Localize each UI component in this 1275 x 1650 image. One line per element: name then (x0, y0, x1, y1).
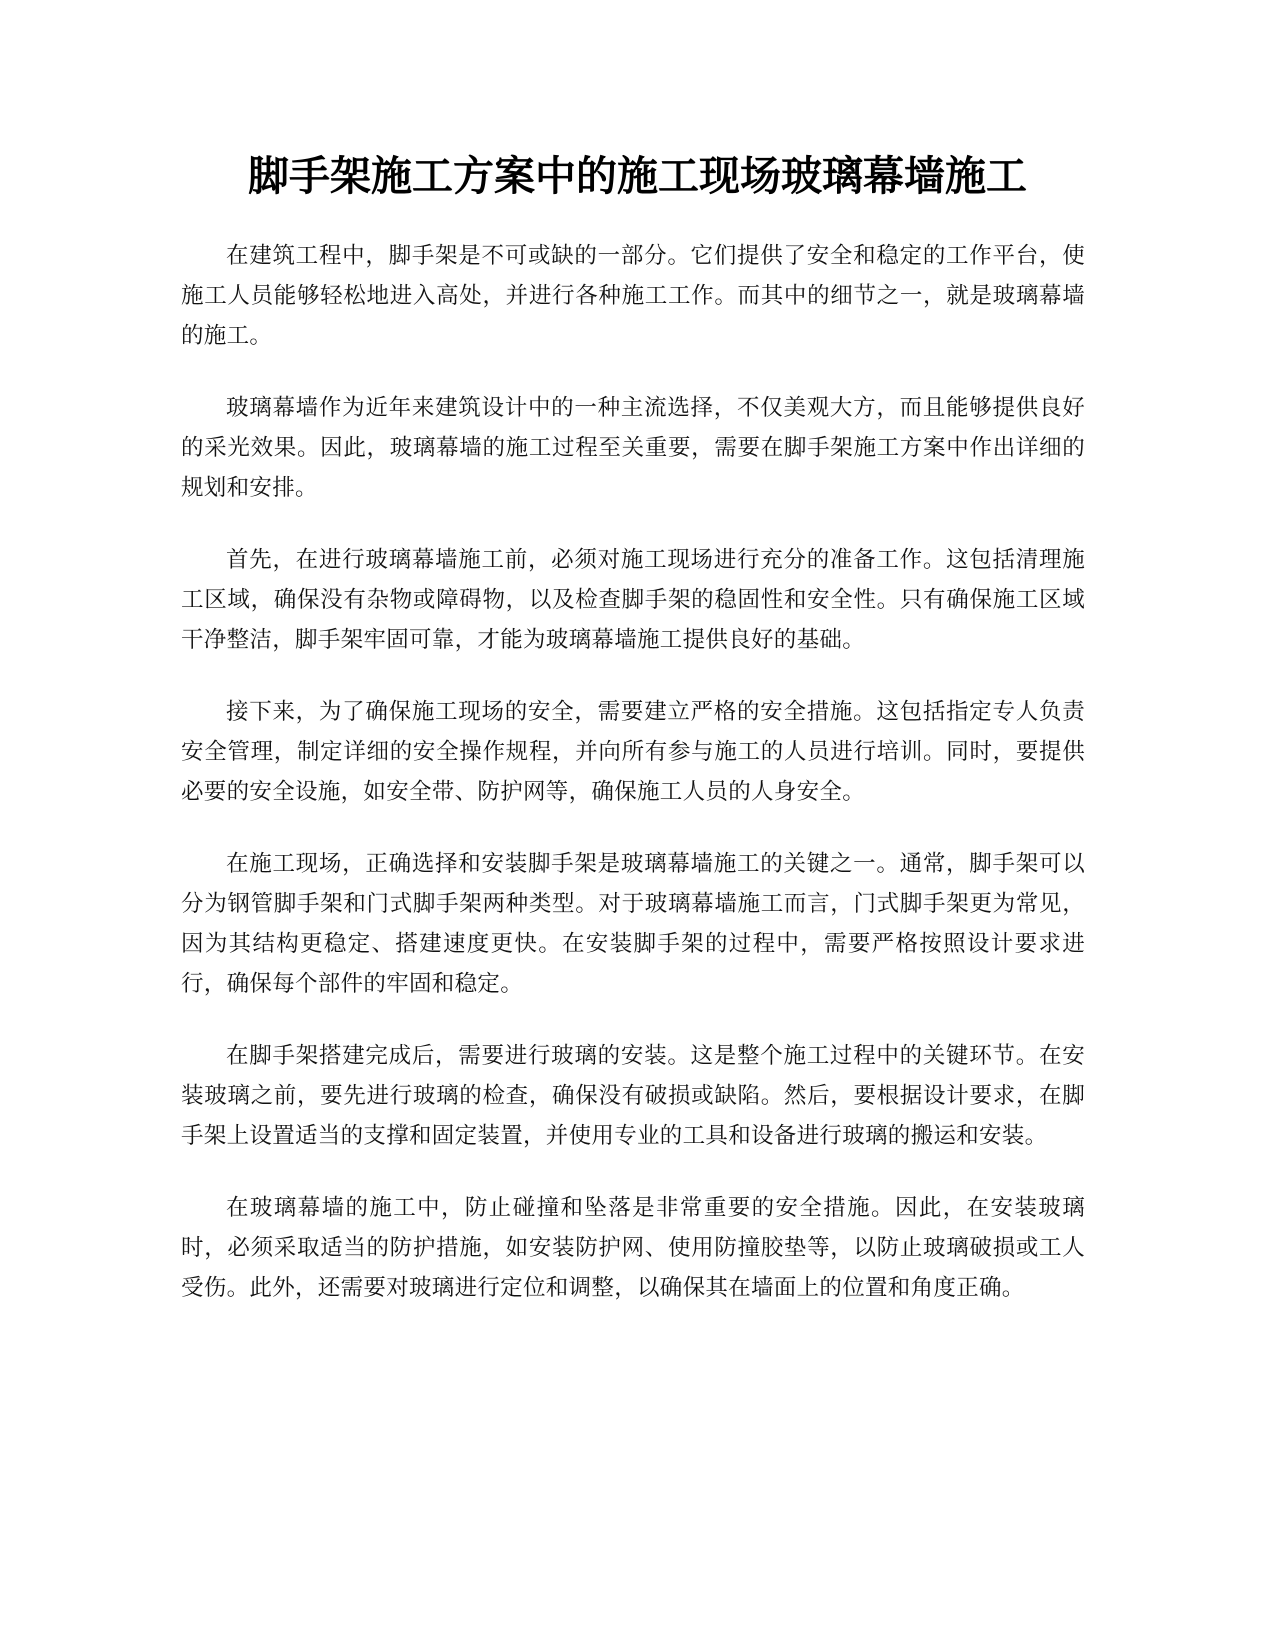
paragraph: 玻璃幕墙作为近年来建筑设计中的一种主流选择，不仅美观大方，而且能够提供良好的采光效果。因此，玻璃幕墙的施工过程至关重要，需要在脚手架施工方案中作出详细的规划和安排。 (181, 395, 1085, 501)
document-title: 脚手架施工方案中的施工现场玻璃幕墙施工 (248, 152, 1027, 200)
paragraph: 在施工现场，正确选择和安装脚手架是玻璃幕墙施工的关键之一。通常，脚手架可以分为钢管脚手架和门式脚手架两种类型。对于玻璃幕墙施工而言，门式脚手架更为常见，因为其结构更稳定、搭建速度更快。在安装脚手架的过程中，需要严格按照设计要求进行，确保每个部件的牢固和稳定。 (181, 851, 1085, 997)
document-body (181, 236, 1085, 1340)
paragraph: 首先，在进行玻璃幕墙施工前，必须对施工现场进行充分的准备工作。这包括清理施工区域，确保没有杂物或障碍物，以及检查脚手架的稳固性和安全性。只有确保施工区域干净整洁，脚手架牢固可靠，才能为玻璃幕墙施工提供良好的基础。 (181, 547, 1085, 653)
paragraph: 在玻璃幕墙的施工中，防止碰撞和坠落是非常重要的安全措施。因此，在安装玻璃时，必须采取适当的防护措施，如安装防护网、使用防撞胶垫等，以防止玻璃破损或工人受伤。此外，还需要对玻璃进行定位和调整，以确保其在墙面上的位置和角度正确。 (181, 1195, 1085, 1301)
paragraph: 接下来，为了确保施工现场的安全，需要建立严格的安全措施。这包括指定专人负责安全管理，制定详细的安全操作规程，并向所有参与施工的人员进行培训。同时，要提供必要的安全设施，如安全带、防护网等，确保施工人员的人身安全。 (181, 699, 1085, 805)
paragraph: 在建筑工程中，脚手架是不可或缺的一部分。它们提供了安全和稳定的工作平台，使施工人员能够轻松地进入高处，并进行各种施工工作。而其中的细节之一，就是玻璃幕墙的施工。 (181, 243, 1085, 349)
paragraph: 在脚手架搭建完成后，需要进行玻璃的安装。这是整个施工过程中的关键环节。在安装玻璃之前，要先进行玻璃的检查，确保没有破损或缺陷。然后，要根据设计要求，在脚手架上设置适当的支撑和固定装置，并使用专业的工具和设备进行玻璃的搬运和安装。 (181, 1043, 1085, 1149)
